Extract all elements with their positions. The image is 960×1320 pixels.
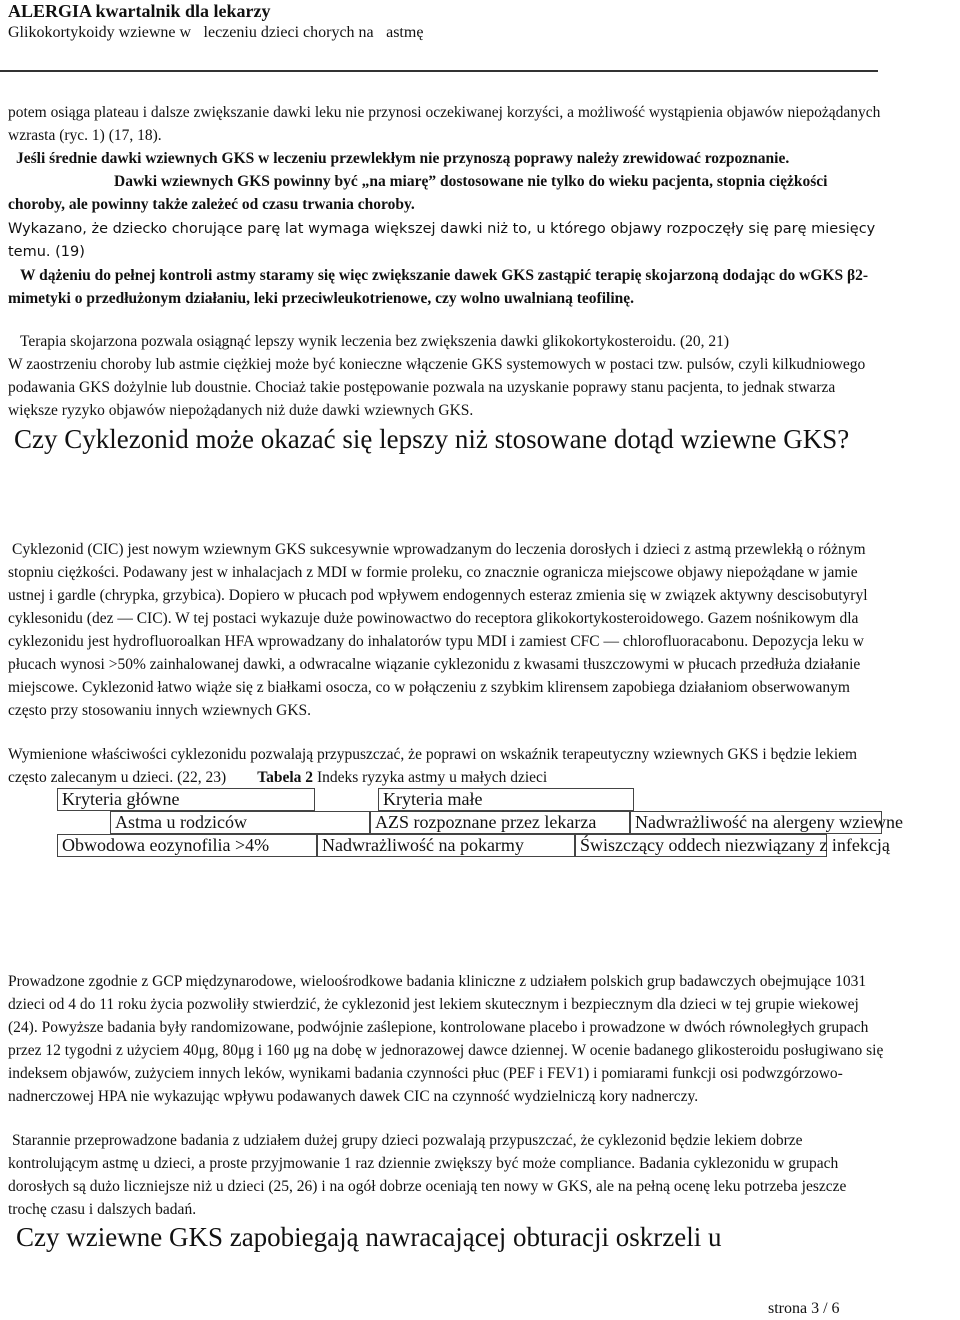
paragraph-3: Dawki wziewnych GKS powinny być „na miarę” dostosowane nie tylko do wieku pacjenta, stopnia ciężkości choroby, ale powinny także zależeć od czasu trwania choroby. xyxy=(8,173,828,213)
paragraph-5: W dążeniu do pełnej kontroli astmy staramy się więc zwiększanie dawek GKS zastąpić terapię skojarzoną dodając do wGKS β2-mimetyki o przedłużonym działaniu, leki przeciwleukotrienowe, czy wolno uwalnianą teofilinę. xyxy=(8,267,869,307)
paragraph-4: Wykazano, że dziecko chorujące parę lat wymaga większej dawki niż to, u którego objawy rozpoczęły się parę miesięcy temu. (19) xyxy=(8,221,876,260)
section-heading-cyklezonid: Czy Cyklezonid może okazać się lepszy niż stosowane dotąd wziewne GKS? xyxy=(14,424,850,454)
table-cell-astma-rodzicow: Astma u rodziców xyxy=(110,811,370,834)
table-header-minor: Kryteria małe xyxy=(378,788,634,811)
paragraph-8: Wymienione właściwości cyklezonidu pozwalają przypuszczać, że poprawi on wskaźnik terapeutyczny wziewnych GKS i będzie lekiem często zalecanym u dzieci. (22, 23) Tabela 2 Indeks ryzyka astmy u małych dzieci xyxy=(8,746,858,786)
document-header xyxy=(8,0,423,44)
section-heading-obturacja: Czy wziewne GKS zapobiegają nawracającej obturacji oskrzeli u xyxy=(16,1222,722,1252)
paragraph-2: Jeśli średnie dawki wziewnych GKS w leczeniu przewlekłym nie przynoszą poprawy należy zrewidować rozpoznanie. xyxy=(16,150,790,167)
paragraph-6b: W zaostrzeniu choroby lub astmie ciężkiej może być konieczne włączenie GKS systemowych w postaci tzw. pulsów, czyli kilkudniowego podawania GKS dożylnie lub doustnie. Chociaż takie postępowanie pozwala na uzyskanie poprawy stanu pacjenta, to jednak stwarza większe ryzyko objawów niepożądanych niż duże dawki wziewnych GKS. xyxy=(8,356,866,419)
page-number: strona 3 / 6 xyxy=(768,1300,840,1317)
paragraph-7: Cyklezonid (CIC) jest nowym wziewnym GKS sukcesywnie wprowadzanym do leczenia dorosłych i dzieci z astmą przewlekłą o różnym stopniu ciężkości. Podawany jest w inhalacjach z MDI w formie proleku, co znacznie ogranicza miejscowe objawy niepożądane w jamie ustnej i gardle (chrypka, grzybica). Dopiero w płucach pod wpływem endogennych esteraz zmienia się w związek aktywny descisobutyryl cyklesonidu (dez — CIC). W tej postaci wykazuje duże powinowactwo do receptora glikokortykosteroidowego. Gazem nośnikowym dla cyklezonidu jest hydrofluoroalkan HFA wprowadzany do inhalatorów typu MDI i zamiest CFC — chlorofluoracabonu. Depozycja leku w płucach wynosi >50% zainhalowanej dawki, a odwracalne wiązanie cyklezonidu z kwasami tłuszczowymi w płucach przedłuża działanie miejscowe. Cyklezonid łatwo wiąże się z białkami osocza, co w połączeniu z szybkim klirensem zapobiega działaniom obserwowanym często przy stosowaniu innych wziewnych GKS. xyxy=(8,541,868,719)
paragraph-1: potem osiąga plateau i dalsze zwiększanie dawki leku nie przynosi oczekiwanej korzyści, a możliwość wystąpienia objawów niepożądanych wzrasta (ryc. 1) (17, 18). xyxy=(8,104,881,144)
table-cell-swiszczacy-oddech: Świszczący oddech niezwiązany z infekcją xyxy=(575,834,827,857)
table-cell-azs: AZS rozpoznane przez lekarza xyxy=(370,811,630,834)
table-cell-nadwrazliwosc-alergeny: Nadwrażliwość na alergeny wziewne xyxy=(630,811,882,834)
table-caption-text: Indeks ryzyka astmy u małych dzieci xyxy=(313,769,548,786)
paragraph-10: Starannie przeprowadzone badania z udziałem dużej grupy dzieci pozwalają przypuszczać, że cyklezonid będzie lekiem dobrze kontrolującym astmę u dzieci, a proste przyjmowanie 1 raz dziennie zwiększy być może compliance. Badania cyklezonidu w grupach dorosłych są dużo liczniejsze niż u dzieci (25, 26) i na ogół dobrze oceniają ten nowy w GKS, ale na pełną ocenę leku potrzeba jeszcze trochę czasu i dalszych badań. xyxy=(8,1132,847,1218)
paragraph-9: Prowadzone zgodnie z GCP międzynarodowe, wieloośrodkowe badania kliniczne z udziałem polskich grup badawczych obejmujące 1031 dzieci od 4 do 11 roku życia pozwoliły stwierdzić, że cyklezonid jest lekiem skutecznym i bezpiecznym dla dzieci w tej grupie wiekowej (24). Powyższe badania były randomizowane, podwójnie zaślepione, kontrolowane placebo i prowadzone w dwóch równoległych grupach przez 12 tygodni z użyciem 40μg, 80μg i 160 μg na dobę w jednorazowej dawce dziennej. W ocenie badanego glikosteroidu posługiwano się indeksem objawów, zużyciem innych leków, wynikami badania czynności płuc (PEF i FEV1) i pomiarami funkcji osi podwzgórzowo-nadnerczowej HPA nie wykazując wpływu podawanych dawek CIC na czynność wydzielniczą kory nadnerczy. xyxy=(8,973,884,1105)
article-title: Glikokortykoidy wziewne w leczeniu dzieci chorych na astmę xyxy=(8,24,424,41)
table-header-main: Kryteria główne xyxy=(57,788,315,811)
table-cell-nadwrazliwosc-pokarmy: Nadwrażliwość na pokarmy xyxy=(317,834,575,857)
table-caption-label: Tabela 2 xyxy=(257,769,314,786)
table-cell-eozynofilia: Obwodowa eozynofilia >4% xyxy=(57,834,317,857)
journal-title: ALERGIA kwartalnik dla lekarzy xyxy=(8,1,271,21)
paragraph-6a: Terapia skojarzona pozwala osiągnąć lepszy wynik leczenia bez zwiększenia dawki glikokortykosteroidu. (20, 21) xyxy=(20,333,730,350)
header-divider xyxy=(0,70,878,72)
